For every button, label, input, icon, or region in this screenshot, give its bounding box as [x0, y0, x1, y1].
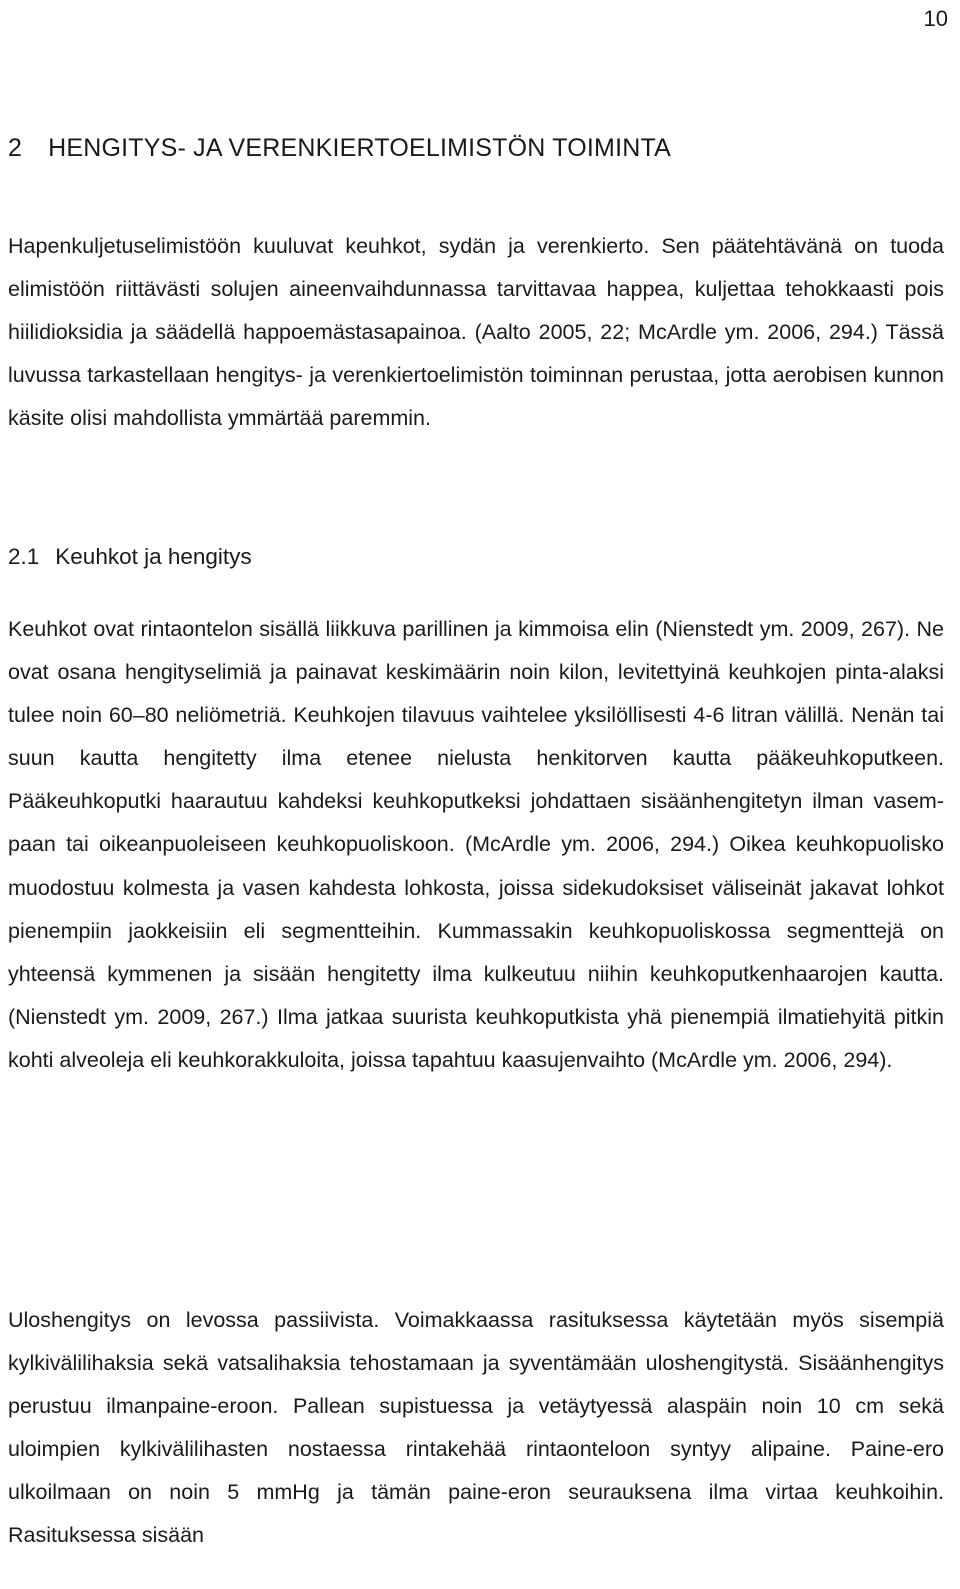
- intro-paragraph: Hapenkuljetuselimistöön kuuluvat keuhkot, sydän ja verenkierto. Sen päätehtävänä on tuoda elimistöön riittävästi solujen aineenvaihdunnassa tarvittavaa happea, kuljettaa tehokkaasti pois hiilidioksidia ja säädellä happoemästasapainoa. (Aalto 2005, 22; McArdle ym. 2006, 294.) Tässä luvussa tarkastellaan hengitys- ja verenkiertoelimistön toiminnan perustaa, jotta aerobisen kunnon käsite olisi mahdollista ymmärtää paremmin.: [8, 234, 944, 431]
- chapter-title: HENGITYS- JA VERENKIERTOELIMISTÖN TOIMINTA: [48, 134, 671, 162]
- chapter-heading: [8, 134, 671, 163]
- section-heading: [8, 544, 252, 570]
- chapter-number: 2: [8, 134, 23, 162]
- exhalation-paragraph: Uloshengitys on levossa passiivista. Voimakkaassa rasituksessa käytetään myös sisempiä kylkivälilihaksia sekä vatsalihaksia tehostamaan ja syventämään uloshengitystä. Sisäänhengitys perustuu ilmanpaine-eroon. Pallean supistuessa ja vetäytyessä alaspäin noin 10 cm sekä uloimpien kylkivälilihasten nostaessa rintakehää rintaonteloon syntyy alipaine. Paine-ero ulkoilmaan on noin 5 mmHg ja tämän paine-eron seurauksena ilma virtaa keuhkoihin. Rasituksessa sisään: [8, 1308, 944, 1548]
- lungs-paragraph: Keuhkot ovat rintaontelon sisällä liikkuva parillinen ja kimmoisa elin (Nienstedt ym. 2009, 267). Ne ovat osana hengityselimiä ja painavat keskimäärin noin kilon, levitettyinä keuhkojen pinta-alaksi tulee noin 60–80 neliömetriä. Keuhkojen tilavuus vaihtelee yksilöllisesti 4-6 litran välillä. Nenän tai suun kautta hengitetty ilma etenee nielusta henkitorven kautta pääkeuhkoputkeen. Pääkeuhkoputki haarautuu kahdeksi keuhkoputkeksi johdattaen sisäänhengitetyn ilman vasempaan tai oikeanpuoleiseen keuhkopuoliskoon. (McArdle ym. 2006, 294.) Oikea keuhkopuolisko muodostuu kolmesta ja vasen kahdesta lohkosta, joissa sidekudoksiset väliseinät jakavat lohkot pienempiin jaokkeisiin eli segmentteihin. Kummassakin keuhkopuoliskossa segmenttejä on yhteensä kymmenen ja sisään hengitetty ilma kulkeutuu niihin keuhkoputkenhaarojen kautta. (Nienstedt ym. 2009, 267.) Ilma jatkaa suurista keuhkoputkista yhä pienempiä ilmatiehyitä pitkin kohti alveoleja eli keuhkorakkuloita, joissa tapahtuu kaasujenvaihto (McArdle ym. 2006, 294).: [8, 617, 944, 1072]
- section-title: Keuhkot ja hengitys: [55, 544, 252, 569]
- section-number: 2.1: [8, 544, 40, 569]
- page-number: 10: [923, 6, 948, 31]
